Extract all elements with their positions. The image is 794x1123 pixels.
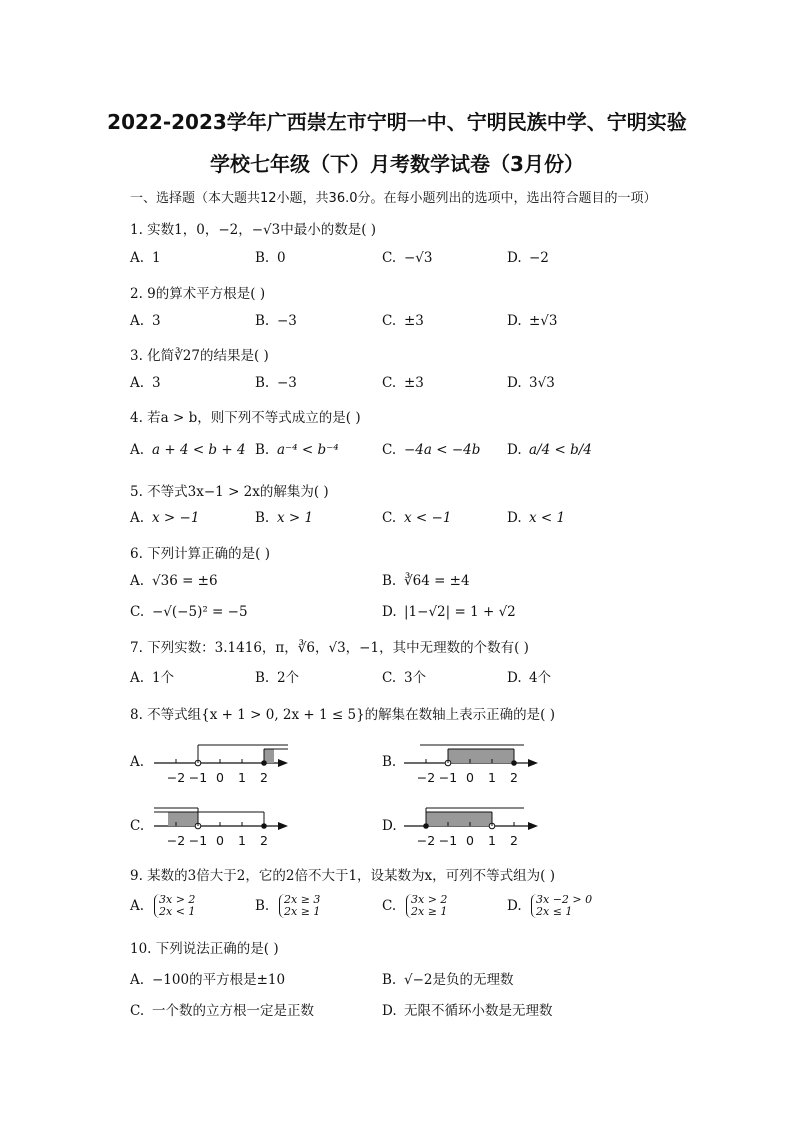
q5-option-a: A. x > −1 [130,510,200,526]
tick-label: 1 [488,770,496,785]
q8-option-c-label: C. [130,818,145,834]
tick-label: −2 [166,770,186,785]
question-3: 3. 化简∛27的结果是( ) [130,348,269,364]
question-5: 5. 不等式3x−1 > 2x的解集为( ) [130,484,329,500]
question-2: 2. 9的算术平方根是( ) [130,286,266,302]
q2-option-a: A. 3 [130,313,161,329]
q4-option-a: A. a + 4 < b + 4 [130,442,246,458]
q1-option-d: D. −2 [507,250,549,266]
question-4: 4. 若a > b，则下列不等式成立的是( ) [130,410,361,426]
tick-label: −2 [166,833,186,848]
q6-option-c: C. −√(−5)² = −5 [130,604,248,620]
q6-option-a: A. √36 = ±6 [130,573,218,589]
question-9: 9. 某数的3倍大于2，它的2倍不大于1，设某数为x，可列不等式组为( ) [130,868,555,884]
tick-label: 0 [466,770,474,785]
q2-option-c: C. ±3 [382,313,424,329]
tick-label: −1 [188,770,208,785]
tick-label: −2 [416,770,436,785]
q5-option-b: B. x > 1 [255,510,314,526]
tick-label: 0 [216,770,224,785]
q7-option-b: B. 2个 [255,670,300,686]
tick-label: −1 [438,770,458,785]
q7-option-a: A. 1个 [130,670,175,686]
q5-option-c: C. x < −1 [382,510,452,526]
tick-label: 1 [488,833,496,848]
q4-option-b: B. a⁻⁴ < b⁻⁴ [255,442,339,458]
q4-option-c: C. −4a < −4b [382,442,481,458]
q10-option-a: A. −100的平方根是±10 [130,972,286,988]
q8-number-line-b [400,735,550,785]
exam-title-line-1: 2022-2023学年广西崇左市宁明一中、宁明民族中学、宁明实验 [107,110,687,134]
q9-option-d: D. 3x −2 > 0 2x ≤ 1 [507,893,593,918]
q9-option-b: B. 2x ≥ 3 2x ≥ 1 [255,893,321,918]
tick-label: 1 [238,833,246,848]
exam-title-line-2: 学校七年级（下）月考数学试卷（3月份） [210,152,584,176]
q8-option-d-label: D. [382,818,397,834]
q9-option-a: A. 3x > 2 2x < 1 [130,893,196,918]
section-heading: 一、选择题（本大题共12小题，共36.0分。在每小题列出的选项中，选出符合题目的一项） [130,191,657,206]
q10-option-c: C. 一个数的立方根一定是正数 [130,1003,314,1019]
q8-number-line-a [150,735,300,785]
question-7: 7. 下列实数：3.1416，π，∛6，√3，−1，其中无理数的个数有( ) [130,640,529,656]
q5-option-d: D. x < 1 [507,510,566,526]
tick-label: −1 [188,833,208,848]
tick-label: 2 [510,770,518,785]
tick-label: 1 [238,770,246,785]
q6-option-d: D. |1−√2| = 1 + √2 [382,604,516,620]
question-10: 10. 下列说法正确的是( ) [130,941,279,957]
q3-option-b: B. −3 [255,375,297,391]
q4-option-d: D. a/4 < b/4 [507,442,592,458]
tick-label: 2 [260,770,268,785]
tick-label: 0 [466,833,474,848]
q2-option-b: B. −3 [255,313,297,329]
q3-option-c: C. ±3 [382,375,424,391]
q7-option-d: D. 4个 [507,670,552,686]
question-6: 6. 下列计算正确的是( ) [130,546,270,562]
q8-option-b-label: B. [382,754,397,770]
q8-option-a-label: A. [130,754,145,770]
question-8: 8. 不等式组{x + 1 > 0, 2x + 1 ≤ 5}的解集在数轴上表示正确的是( ) [130,707,556,723]
q9-option-c: C. 3x > 2 2x ≥ 1 [382,893,448,918]
q7-option-c: C. 3个 [382,670,427,686]
tick-label: 0 [216,833,224,848]
q6-option-b: B. ∛64 = ±4 [382,573,470,589]
q10-option-d: D. 无限不循环小数是无理数 [382,1003,553,1019]
question-1: 1. 实数1，0，−2，−√3中最小的数是( ) [130,222,377,238]
tick-label: 2 [510,833,518,848]
q10-option-b: B. √−2是负的无理数 [382,972,514,988]
q8-number-line-c [150,798,300,848]
q2-option-d: D. ±√3 [507,313,558,329]
q1-option-c: C. −√3 [382,250,433,266]
tick-label: 2 [260,833,268,848]
q1-option-a: A. 1 [130,250,161,266]
q1-option-b: B. 0 [255,250,286,266]
q3-option-d: D. 3√3 [507,375,555,391]
tick-label: −2 [416,833,436,848]
tick-label: −1 [438,833,458,848]
q3-option-a: A. 3 [130,375,161,391]
q8-number-line-d [400,798,550,848]
